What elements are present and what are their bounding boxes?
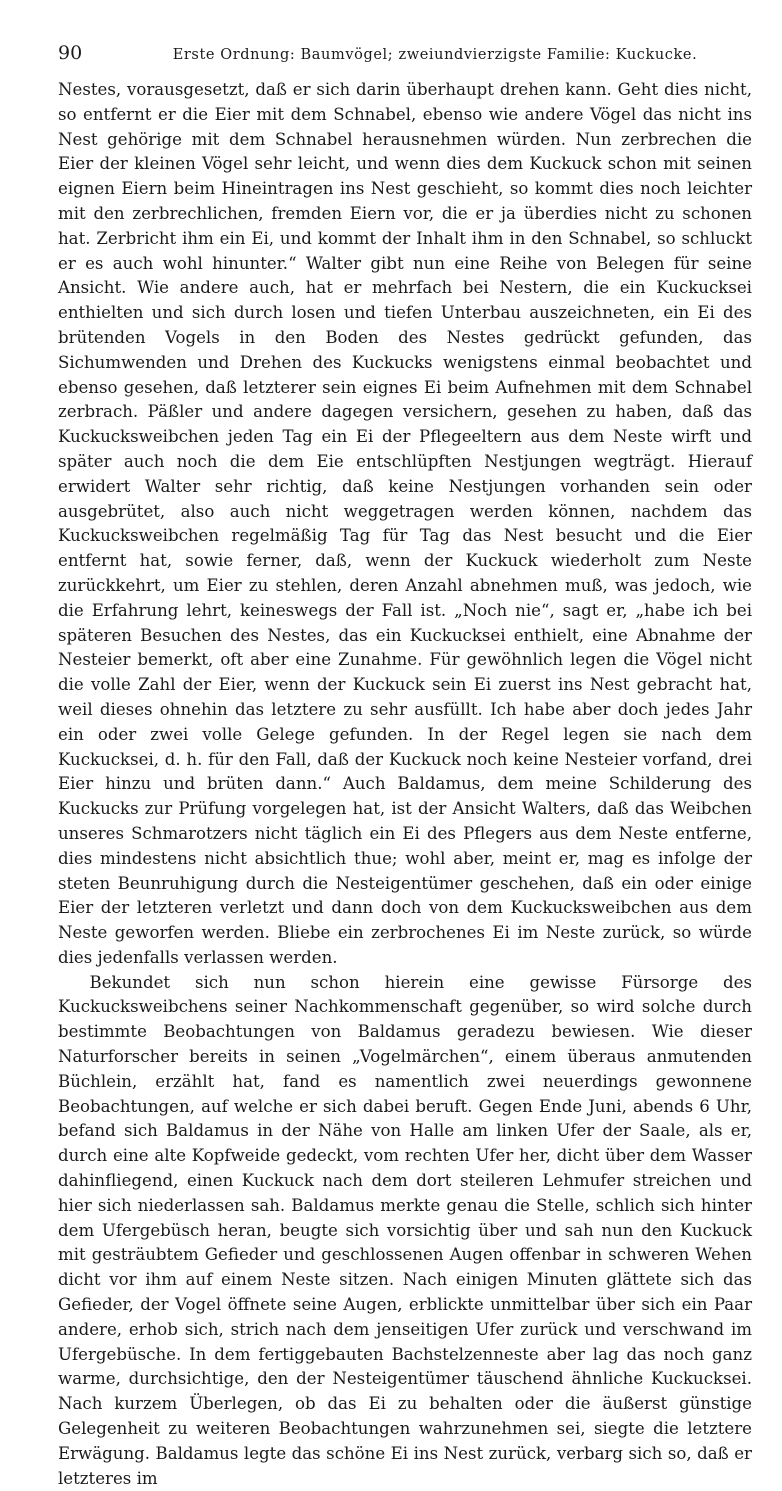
book-page	[58, 42, 752, 1491]
page-number: 90	[58, 42, 83, 64]
page-header	[58, 42, 752, 72]
paragraph: Nestes, vorausgesetzt, daß er sich darin überhaupt drehen kann. Geht dies nicht, so entfernt er die Eier mit dem Schnabel, ebenso wie andere Vögel das nicht ins Nest gehörige mit dem Schnabel herausnehmen würden. Nun zerbrechen die Eier der kleinen Vögel sehr leicht, und wenn dies dem Kuckuck schon mit seinen eignen Eiern beim Hineintragen ins Nest geschieht, so kommt dies noch leichter mit den zerbrechlichen, fremden Eiern vor, die er ja überdies nicht zu schonen hat. Zerbricht ihm ein Ei, und kommt der Inhalt ihm in den Schnabel, so schluckt er es auch wohl hinunter.“ Walter gibt nun eine Reihe von Belegen für seine Ansicht. Wie andere auch, hat er mehrfach bei Nestern, die ein Kuckucksei enthielten und sich durch losen und tiefen Unterbau auszeichneten, ein Ei des brütenden Vogels in den Boden des Nestes gedrückt gefunden, das Sichumwenden und Drehen des Kuckucks wenigstens einmal beobachtet und ebenso gesehen, daß letzterer sein eignes Ei beim Aufnehmen mit dem Schnabel zerbrach. Päßler und andere dagegen versichern, gesehen zu haben, daß das Kuckucksweibchen jeden Tag ein Ei der Pflegeeltern aus dem Neste wirft und später auch noch die dem Eie entschlüpften Nestjungen wegträgt. Hierauf erwidert Walter sehr richtig, daß keine Nestjungen vorhanden sein oder ausgebrütet, also auch nicht weggetragen werden können, nachdem das Kuckucksweibchen regelmäßig Tag für Tag das Nest besucht und die Eier entfernt hat, sowie ferner, daß, wenn der Kuckuck wiederholt zum Neste zurückkehrt, um Eier zu stehlen, deren Anzahl abnehmen muß, was jedoch, wie die Erfahrung lehrt, keineswegs der Fall ist. „Noch nie“, sagt er, „habe ich bei späteren Besuchen des Nestes, das ein Kuckucksei enthielt, eine Abnahme der Nesteier bemerkt, oft aber eine Zunahme. Für gewöhnlich legen die Vögel nicht die volle Zahl der Eier, wenn der Kuckuck sein Ei zuerst ins Nest gebracht hat, weil dieses ohnehin das letztere zu sehr ausfüllt. Ich habe aber doch jedes Jahr ein oder zwei volle Gelege gefunden. In der Regel legen sie nach dem Kuckucksei, d. h. für den Fall, daß der Kuckuck noch keine Nesteier vorfand, drei Eier hinzu und brüten dann.“ Auch Baldamus, dem meine Schilderung des Kuckucks zur Prüfung vorgelegen hat, ist der Ansicht Walters, daß das Weibchen unseres Schmarotzers nicht täglich ein Ei des Pflegers aus dem Neste entferne, dies mindestens nicht absichtlich thue; wohl aber, meint er, mag es infolge der steten Beunruhigung durch die Nesteigentümer geschehen, daß ein oder einige Eier der letzteren verletzt und dann doch von dem Kuckucksweibchen aus dem Neste geworfen werden. Bliebe ein zerbrochenes Ei im Neste zurück, so würde dies jedenfalls verlassen werden.	[58, 80, 752, 967]
body-text	[58, 78, 752, 1491]
running-title: Erste Ordnung: Baumvögel; zweiundvierzigste Familie: Kuckucke.	[172, 47, 698, 63]
paragraph: Bekundet sich nun schon hierein eine gewisse Fürsorge des Kuckucksweibchens seiner Nachkommenschaft gegenüber, so wird solche durch bestimmte Beobachtungen von Baldamus geradezu bewiesen. Wie dieser Naturforscher bereits in seinen „Vogelmärchen“, einem überaus anmutenden Büchlein, erzählt hat, fand es namentlich zwei neuerdings gewonnene Beobachtungen, auf welche er sich dabei beruft. Gegen Ende Juni, abends 6 Uhr, befand sich Baldamus in der Nähe von Halle am linken Ufer der Saale, als er, durch eine alte Kopfweide gedeckt, vom rechten Ufer her, dicht über dem Wasser dahinfliegend, einen Kuckuck nach dem dort steileren Lehmufer streichen und hier sich niederlassen sah. Baldamus merkte genau die Stelle, schlich sich hinter dem Ufergebüsch heran, beugte sich vorsichtig über und sah nun den Kuckuck mit gesträubtem Gefieder und geschlossenen Augen offenbar in schweren Wehen dicht vor ihm auf einem Neste sitzen. Nach einigen Minuten glättete sich das Gefieder, der Vogel öffnete seine Augen, erblickte unmittelbar über sich ein Paar andere, erhob sich, strich nach dem jenseitigen Ufer zurück und verschwand im Ufergebüsche. In dem fertiggebauten Bachstelzenneste aber lag das noch ganz warme, durchsichtige, den der Nesteigentümer täuschend ähnliche Kuckucksei. Nach kurzem Überlegen, ob das Ei zu behalten oder die äußerst günstige Gelegenheit zu weiteren Beobachtungen wahrzunehmen sei, siegte die letztere Erwägung. Baldamus legte das schöne Ei ins Nest zurück, verbarg sich so, daß er letzteres im	[58, 972, 752, 1488]
